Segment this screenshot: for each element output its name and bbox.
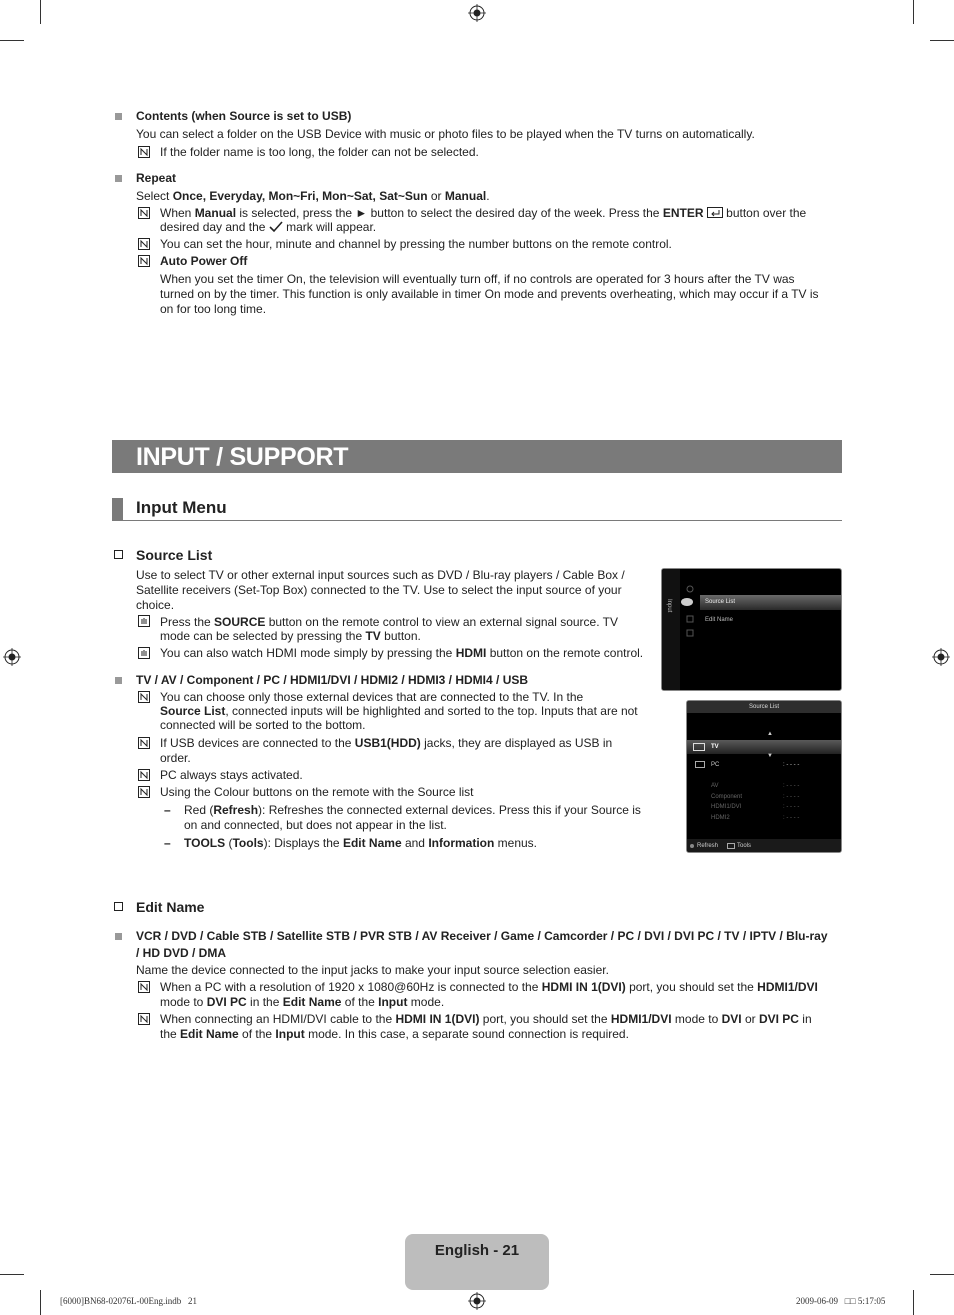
usb-contents-heading: Contents (when Source is set to USB) — [136, 109, 352, 123]
menu-icon-column — [682, 581, 698, 651]
text: HDMI1/DVI — [757, 980, 818, 994]
text: HDMI IN 1(DVI) — [395, 1012, 480, 1026]
section-banner — [112, 440, 842, 473]
colour-button-red-line2: on and connected, but does not appear in the list. — [184, 818, 447, 832]
note-icon — [138, 737, 150, 749]
text: Edit Name — [282, 995, 342, 1009]
text: port, you should set the — [479, 1012, 611, 1026]
text: ENTER — [662, 206, 704, 220]
banner-title: INPUT / SUPPORT — [136, 443, 349, 471]
text: mode to — [160, 995, 207, 1009]
source-row-value: : - - - - — [783, 794, 800, 800]
crop-mark — [40, 0, 41, 24]
registration-mark-icon — [468, 1292, 486, 1310]
text: SOURCE — [214, 615, 266, 629]
crop-mark — [930, 1274, 954, 1275]
tv-input-menu-screenshot — [661, 568, 842, 691]
repeat-heading: Repeat — [136, 171, 177, 185]
crop-mark — [913, 1290, 914, 1315]
text: mode. — [407, 995, 445, 1009]
text: desired day and the — [160, 220, 269, 234]
text: or — [741, 1012, 759, 1026]
source-types-note-1: You can choose only those external devices that are connected to the TV. In the — [160, 690, 584, 704]
source-row-name: TV — [711, 744, 719, 750]
edit-name-body: Name the device connected to the input jacks to make your input source selection easier. — [136, 963, 609, 977]
source-types-note-3: PC always stays activated. — [160, 768, 303, 782]
text: USB1(HDD) — [354, 736, 421, 750]
source-note-1-line2 — [160, 629, 421, 644]
text: When — [160, 206, 195, 220]
tools-icon — [727, 843, 735, 849]
crop-mark — [0, 40, 24, 41]
subsection-title: Input Menu — [136, 498, 227, 517]
source-row-value: : - - - - — [783, 804, 800, 810]
edit-name-devices-line2: / HD DVD / DMA — [136, 946, 226, 960]
source-list-heading: Source List — [136, 547, 213, 563]
text: the — [160, 1027, 181, 1041]
text: and — [401, 836, 429, 850]
text: TOOLS — [184, 836, 226, 850]
registration-mark-icon — [3, 648, 21, 666]
text: ( — [225, 836, 233, 850]
subsection-marker — [112, 498, 123, 520]
edit-name-devices-line1: VCR / DVD / Cable STB / Satellite STB / PVR STB / AV Receiver / Game / Camcorder / PC / DVI / DVI PC / TV / IPTV / Blu-ray — [136, 929, 828, 943]
note-icon — [138, 769, 150, 781]
note-icon — [138, 255, 150, 267]
source-row-name: HDMI1/DVI — [711, 804, 742, 810]
text: HDMI — [455, 646, 487, 660]
text: Select — [136, 189, 173, 203]
note-icon — [138, 146, 150, 158]
remote-note-icon — [138, 615, 150, 627]
text: , connected inputs will be highlighted and sorted to the top. Inputs that are not — [225, 704, 638, 718]
source-row-value: : - - - - — [783, 783, 800, 789]
source-list-p3: choice. — [136, 598, 175, 612]
text: Source List — [160, 704, 226, 718]
edit-name-note-1 — [160, 980, 818, 995]
text: in the — [246, 995, 283, 1009]
text: in — [798, 1012, 812, 1026]
text: ): Refreshes the connected external devices. Press this if your Source is — [258, 803, 641, 817]
checkbox-bullet-icon — [114, 902, 123, 911]
text: mode. In this case, a separate sound connection is required. — [304, 1027, 629, 1041]
text: Refresh — [213, 803, 259, 817]
text: button. — [380, 629, 421, 643]
text: Once, Everyday, Mon~Fri, Mon~Sat, Sat~Sun — [172, 189, 428, 203]
text: If USB devices are connected to the — [160, 736, 355, 750]
support-icon — [686, 615, 694, 623]
note-icon — [138, 238, 150, 250]
text: mode can be selected by pressing the — [160, 629, 366, 643]
auto-power-off-line2: turned on by the timer. This function is only available in timer On mode and prevents overheating, which may occur if a TV is — [160, 287, 819, 301]
refresh-label: Refresh — [697, 843, 719, 849]
text: When connecting an HDMI/DVI cable to the — [160, 1012, 396, 1026]
text: menus. — [494, 836, 538, 850]
print-date-info: 2009-06-09 □□ 5:17:05 — [796, 1296, 886, 1306]
enter-icon — [707, 207, 723, 218]
edit-name-heading: Edit Name — [136, 899, 205, 915]
source-row-name: AV — [711, 783, 719, 789]
text: Input — [378, 995, 408, 1009]
note-icon — [138, 981, 150, 993]
dash-bullet: – — [164, 803, 171, 817]
text: Input — [275, 1027, 305, 1041]
checkmark-icon — [269, 221, 283, 233]
text: of the — [238, 1027, 276, 1041]
source-list-title: Source List — [748, 704, 779, 710]
text: port, you should set the — [625, 980, 758, 994]
text: Tools — [232, 836, 264, 850]
source-note-2 — [160, 646, 643, 661]
pc-icon — [695, 761, 705, 768]
crop-mark — [930, 40, 954, 41]
source-row-value: : - - - - — [783, 762, 800, 768]
edit-name-note-1-line2 — [160, 995, 444, 1010]
page-number-label: English - 21 — [434, 1242, 520, 1259]
text: button over the — [722, 206, 807, 220]
channel-icon — [686, 629, 694, 637]
source-note-1 — [160, 615, 618, 630]
text: DVI PC — [206, 995, 247, 1009]
text: HDMI IN 1(DVI) — [541, 980, 626, 994]
colour-button-tools — [184, 836, 537, 851]
menu-sidebar — [662, 569, 680, 691]
registration-mark-icon — [932, 648, 950, 666]
text: Red ( — [184, 803, 214, 817]
source-types-note-1-line3: connected will be sorted to the bottom. — [160, 718, 366, 732]
usb-contents-note: If the folder name is too long, the folder can not be selected. — [160, 145, 479, 159]
text: Press the — [160, 615, 215, 629]
usb-contents-body: You can select a folder on the USB Device with music or photo files to be played when the TV turns on automatically. — [136, 127, 755, 141]
text: or — [427, 189, 445, 203]
text: HDMI1/DVI — [610, 1012, 672, 1026]
text: . — [486, 189, 490, 203]
scroll-up-arrow-icon: ▲ — [767, 731, 773, 737]
menu-item-source-list: Source List — [705, 599, 736, 605]
note-icon — [138, 1013, 150, 1025]
bullet-square-icon — [115, 175, 122, 182]
source-row-value: : - - - - — [783, 815, 800, 821]
checkbox-bullet-icon — [114, 550, 123, 559]
repeat-note-manual — [160, 206, 806, 221]
text: button on the remote control to view an external signal source. TV — [265, 615, 619, 629]
repeat-note-manual-line2 — [160, 220, 376, 235]
crop-mark — [0, 1274, 24, 1275]
crop-mark — [40, 1290, 41, 1315]
text: mode to — [671, 1012, 722, 1026]
bullet-square-icon — [115, 677, 122, 684]
text: When a PC with a resolution of 1920 x 1080@60Hz is connected to the — [160, 980, 542, 994]
red-button-icon — [690, 844, 694, 848]
note-icon — [138, 207, 150, 219]
text: Manual — [194, 206, 237, 220]
tools-label: Tools — [737, 843, 752, 849]
bullet-square-icon — [115, 933, 122, 940]
crop-mark — [913, 0, 914, 24]
text: DVI PC — [758, 1012, 799, 1026]
source-row-name: HDMI2 — [711, 815, 730, 821]
source-list-p2: Satellite receivers (Set-Top Box) connected to the TV. Use to select the input source of your — [136, 583, 622, 597]
edit-name-note-2 — [160, 1012, 812, 1027]
menu-item-edit-name: Edit Name — [705, 617, 734, 623]
menu-side-label: Input — [666, 599, 672, 613]
source-types-heading: TV / AV / Component / PC / HDMI1/DVI / HDMI2 / HDMI3 / HDMI4 / USB — [136, 673, 529, 687]
remote-note-icon — [138, 647, 150, 659]
registration-mark-icon — [468, 4, 486, 22]
colour-button-red — [184, 803, 641, 818]
note-icon — [138, 691, 150, 703]
text: button on the remote control. — [486, 646, 644, 660]
text: Edit Name — [180, 1027, 239, 1041]
text: Manual — [444, 189, 487, 203]
tv-icon — [693, 743, 705, 752]
bullet-square-icon — [115, 113, 122, 120]
text: Edit Name — [342, 836, 402, 850]
text: ): Displays the — [263, 836, 343, 850]
source-row-name: Component — [711, 794, 743, 800]
subsection-rule — [112, 520, 842, 521]
input-icon — [680, 597, 694, 607]
auto-power-off-title: Auto Power Off — [160, 254, 248, 268]
edit-name-note-2-line2 — [160, 1027, 629, 1042]
text: of the — [341, 995, 379, 1009]
print-file-info: [6000]BN68-02076L-00Eng.indb 21 — [60, 1296, 197, 1306]
text: mark will appear. — [282, 220, 377, 234]
text: DVI — [721, 1012, 742, 1026]
tv-source-list-screenshot — [686, 700, 842, 853]
text: is selected, press the ► button to select the desired day of the week. Press the — [236, 206, 663, 220]
source-types-note-4: Using the Colour buttons on the remote with the Source list — [160, 785, 474, 799]
text: TV — [365, 629, 381, 643]
source-types-note-2 — [160, 736, 612, 751]
source-list-p1: Use to select TV or other external input sources such as DVD / Blu-ray players / Cable Box / — [136, 568, 625, 582]
auto-power-off-line1: When you set the timer On, the television will eventually turn off, if no controls are operated for 3 hours after the TV was — [160, 272, 795, 286]
source-types-note-2-line2: order. — [160, 751, 191, 765]
text: Information — [428, 836, 495, 850]
source-row-name: PC — [711, 762, 720, 768]
auto-power-off-line3: on for too long time. — [160, 302, 267, 316]
picture-icon — [686, 585, 694, 593]
repeat-select-text — [136, 189, 490, 204]
page-number-tab — [405, 1234, 549, 1290]
note-icon — [138, 786, 150, 798]
repeat-note-number-buttons: You can set the hour, minute and channel by pressing the number buttons on the remote control. — [160, 237, 672, 251]
dash-bullet: – — [164, 836, 171, 850]
scroll-down-arrow-icon: ▼ — [767, 753, 773, 759]
text: You can also watch HDMI mode simply by pressing the — [160, 646, 456, 660]
text: jacks, they are displayed as USB in — [420, 736, 613, 750]
source-types-note-1-line2 — [160, 704, 638, 719]
